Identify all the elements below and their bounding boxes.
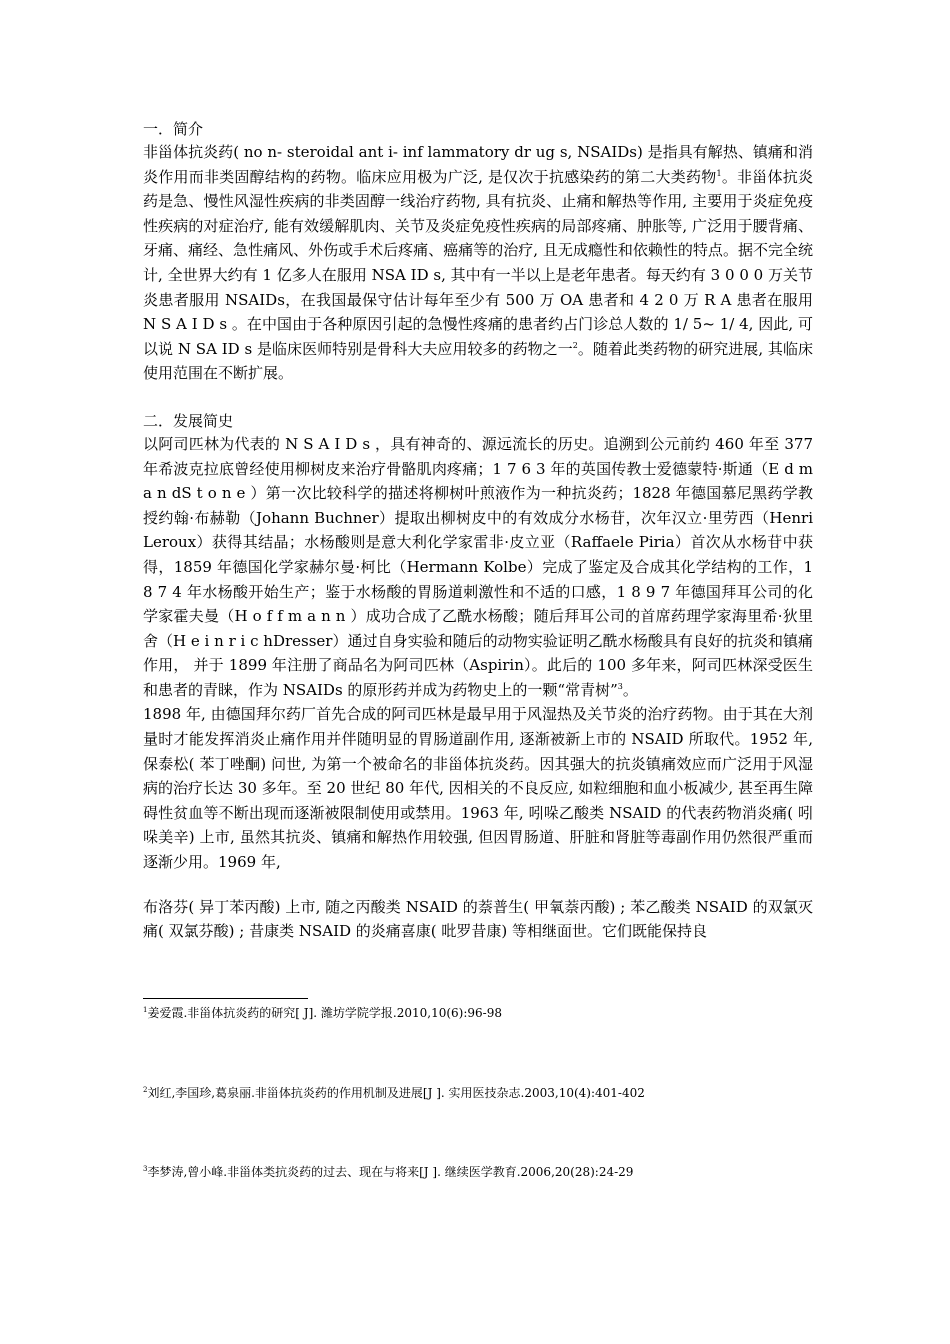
footnote-text: 李梦涛,曾小峰.非甾体类抗炎药的过去、现在与将来[J ]. 继续医学教育.2006,20(28):24-29 [147,1165,634,1179]
text-run: 以阿司匹林为代表的 N S A I D s ，具有神奇的、源远流长的历史。追溯到公元前约 460 年至 377 年希波克拉底曾经使用柳树皮来治疗骨骼肌肉疼痛；1 7 6 3 年的英国传教士爱德蒙特·斯通（E d m a n dS t o n e ）第一次比较科学的描述将柳树叶煎液作为一种抗炎药；1828 年德国慕尼黑药学教授约翰·布赫勒（Johann Buchner）提取出柳树皮中的有效成分水杨苷，次年汉立·里劳西（Henri Leroux）获得其结晶；水杨酸则是意大利化学家雷非·皮立亚（Raffaele Piria）首次从水杨苷中获得，1859 年德国化学家赫尔曼·柯比（Hermann Kolbe）完成了鉴定及合成其化学结构的工作，1 8 7 4 年水杨酸开始生产；鉴于水杨酸的胃肠道刺激性和不适的口感，1 8 9 7 年德国拜耳公司的化学家霍夫曼（H o f f m a n n ）成功合成了乙酰水杨酸；随后拜耳公司的首席药理学家海里希·狄里舍（H e i n r i c hDresser）通过自身实验和随后的动物实验证明乙酰水杨酸具有良好的抗炎和镇痛作用， 并于 1899 年注册了商品名为阿司匹林（Aspirin）。此后的 100 多年来，阿司匹林深受医生和患者的青睐，作为 NSAIDs 的原形药并成为药物史上的一颗“常青树” [143,434,813,699]
section-heading-history: 二．发展简史 [143,411,234,430]
paragraph-1898: 1898 年, 由德国拜尔药厂首先合成的阿司匹林是最早用于风湿热及关节炎的治疗药物。由于其在大剂量时才能发挥消炎止痛作用并伴随明显的胃肠道副作用, 逐渐被新上市的 NSAID 所取代。1952 年, 保泰松( 苯丁唑酮) 问世, 为第一个被命名的非甾体抗炎药。因其强大的抗炎镇痛效应而广泛用于风湿病的治疗长达 30 多年。至 20 世纪 80 年代, 因相关的不良反应, 如粒细胞和血小板减少, 甚至再生障碍性贫血等不断出现而逐渐被限制使用或禁用。1963 年, 吲哚乙酸类 NSAID 的代表药物消炎痛( 吲哚美辛) 上市, 虽然其抗炎、镇痛和解热作用较强, 但因胃肠道、肝脏和肾脏等毒副作用仍然很严重而逐渐少用。1969 年, [143,705,813,872]
footnote-ref-3[interactable]: 3 [617,681,623,691]
footnote-separator [143,998,308,999]
footnote-mark: 1 [143,1006,148,1014]
footnote-3 [143,1164,633,1180]
footnote-mark: 2 [143,1086,148,1094]
footnote-1 [143,1005,502,1021]
footnote-ref-1[interactable]: 1 [716,168,722,178]
text-run: 非甾体抗炎药( no n- steroidal ant i- inf lammatory dr ug s, NSAIDs) 是指具有解热、镇痛和消炎作用而非类固醇结构的药物。临床应用极为广泛, 是仅次于抗感染药的第二大类药物 [143,143,813,186]
paragraph-intro [143,140,813,386]
footnote-text: 刘红,李国珍,葛泉丽.非甾体抗炎药的作用机制及进展[J ]. 实用医技杂志.2003,10(4):401-402 [147,1086,645,1100]
paragraph-history [143,432,813,703]
footnote-text: 姜爱霞.非甾体抗炎药的研究[ J]. 潍坊学院学报.2010,10(6):96-98 [147,1006,502,1020]
section-heading-intro: 一．简介 [143,120,204,138]
text-run: 。非甾体抗炎药是急、慢性风湿性疾病的非类固醇一线治疗药物, 具有抗炎、止痛和解热等作用, 主要用于炎症免疫性疾病的对症治疗, 能有效缓解肌肉、关节及炎症免疫性疾病的局部疼痛、肿胀等, 广泛用于腰背痛、牙痛、痛经、急性痛风、外伤或手术后疼痛、癌痛等的治疗, 且无成瘾性和依赖性的特点。据不完全统计, 全世界大约有 1 亿多人在服用 NSA ID s, 其中有一半以上是老年患者。每天约有 3 0 0 0 万关节炎患者服用 NSAIDs，在我国最保守估计每年至少有 500 万 OA 患者和 4 2 0 万 R A 患者在服用 N S A I D s 。在中国由于各种原因引起的急慢性疼痛的患者约占门诊总人数的 1/ 5~ 1/ 4, 因此, 可以说 N SA ID s 是临床医师特别是骨科大夫应用较多的药物之一 [143,167,813,358]
paragraph-ibuprofen: 布洛芬( 异丁苯丙酸) 上市, 随之丙酸类 NSAID 的萘普生( 甲氧萘丙酸) ; 苯乙酸类 NSAID 的双氯灭痛( 双氯芬酸) ; 昔康类 NSAID 的炎痛喜康( 吡罗昔康) 等相继面世。它们既能保持良 [143,897,813,941]
footnote-ref-2[interactable]: 2 [572,340,578,350]
body-text [143,118,813,944]
footnote-2 [143,1085,645,1101]
footnote-mark: 3 [143,1165,148,1173]
text-run: 。 [622,680,638,699]
text-run: 。随着此类药物的研究进展, 其临床使用范围在不断扩展。 [143,339,813,383]
